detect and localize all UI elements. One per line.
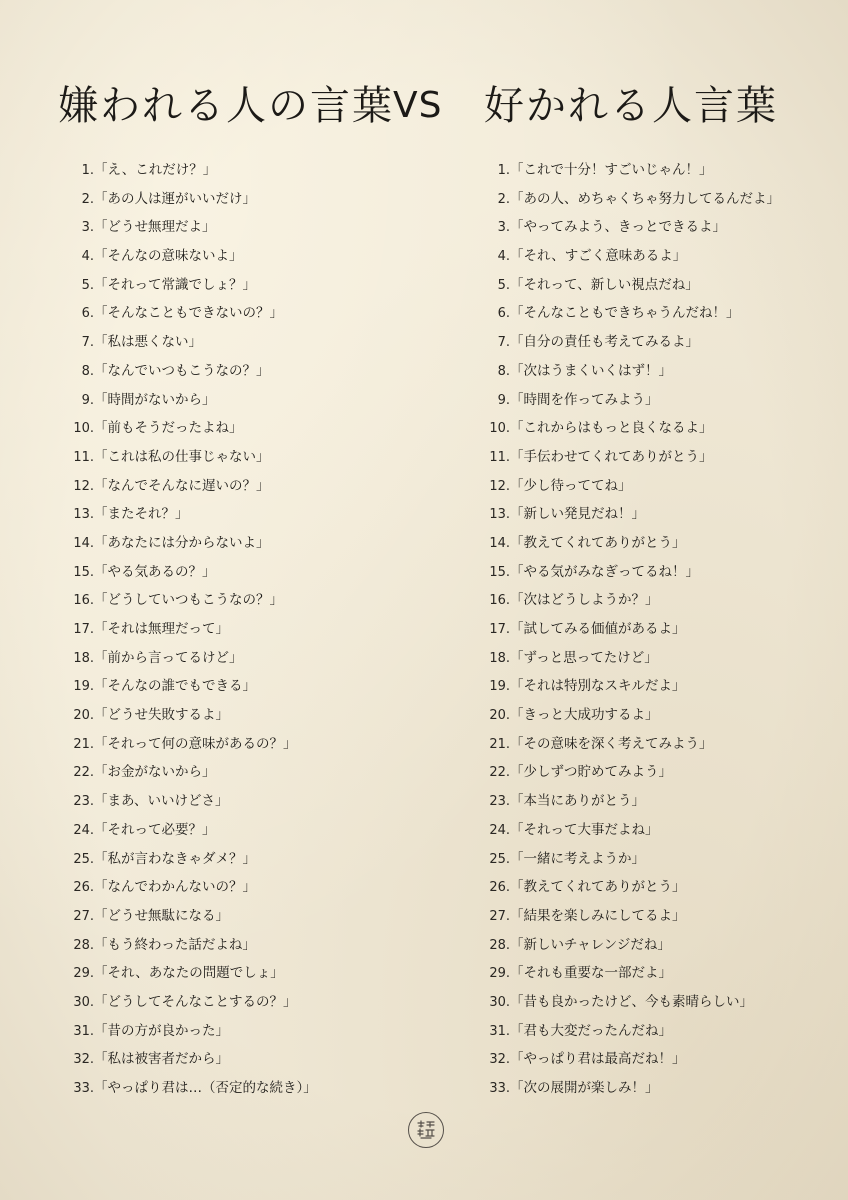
liked-phrase-item-number: 11.	[489, 449, 510, 465]
liked-phrase-item-number: 32.	[489, 1052, 510, 1068]
liked-phrase-item	[476, 500, 836, 529]
disliked-phrase-item-text: 「どうせ無駄になる」	[94, 907, 229, 924]
disliked-phrase-item	[60, 328, 420, 357]
title-liked-words: 好かれる人言葉	[484, 83, 778, 129]
liked-phrase-item	[476, 1017, 836, 1046]
liked-phrase-item-number: 12.	[489, 478, 510, 494]
title-vs: VS	[393, 85, 443, 126]
liked-phrase-item	[476, 357, 836, 386]
disliked-phrase-item-text: 「前から言ってるけど」	[94, 649, 243, 666]
liked-phrase-item-number: 4.	[497, 249, 510, 265]
disliked-phrase-item-number: 30.	[73, 994, 94, 1010]
disliked-phrase-item-text: 「え、これだけ？」	[94, 162, 217, 178]
disliked-phrase-item-number: 2.	[81, 191, 94, 207]
disliked-phrase-item	[60, 1017, 420, 1046]
disliked-phrase-item-text: 「あの人は運がいいだけ」	[94, 190, 256, 207]
liked-phrase-item-number: 17.	[489, 622, 510, 637]
disliked-phrase-item-number: 32.	[73, 1052, 94, 1068]
disliked-phrase-item-number: 27.	[73, 908, 94, 924]
disliked-phrase-item-text: 「なんでそんなに遅いの？」	[94, 477, 270, 494]
liked-phrase-item-text: 「次の展開が楽しみ！」	[510, 1080, 659, 1096]
liked-phrase-item-text: 「教えてくれてありがとう」	[510, 534, 686, 551]
liked-phrase-item-number: 15.	[489, 564, 510, 580]
disliked-phrase-item	[60, 644, 420, 673]
disliked-phrase-item-text: 「私は悪くない」	[94, 334, 202, 351]
liked-phrase-item	[476, 414, 836, 443]
disliked-phrase-item	[60, 414, 420, 443]
disliked-phrase-item	[60, 988, 420, 1017]
disliked-phrase-item-number: 19.	[73, 679, 94, 695]
disliked-words-list	[60, 156, 420, 1103]
disliked-phrase-item-number: 4.	[81, 249, 94, 265]
disliked-phrase-item	[60, 271, 420, 300]
liked-phrase-item-text: 「少しずつ貯めてみよう」	[510, 764, 672, 781]
liked-phrase-item-text: 「それは特別なスキルだよ」	[510, 678, 686, 695]
liked-phrase-item-text: 「それも重要な一部だよ」	[510, 965, 672, 982]
liked-phrase-item	[476, 816, 836, 845]
liked-phrase-item-text: 「時間を作ってみよう」	[510, 391, 659, 408]
liked-phrase-item-text: 「昔も良かったけど、今も素晴らしい」	[510, 993, 753, 1010]
liked-phrase-item	[476, 156, 836, 185]
disliked-phrase-item	[60, 242, 420, 271]
liked-phrase-item-number: 28.	[489, 937, 510, 953]
liked-phrase-item	[476, 787, 836, 816]
liked-phrase-item	[476, 443, 836, 472]
liked-phrase-item-text: 「ずっと思ってたけど」	[510, 649, 658, 666]
disliked-phrase-item	[60, 185, 420, 214]
liked-phrase-item	[476, 644, 836, 673]
liked-phrase-item-text: 「少し待っててね」	[510, 477, 632, 494]
liked-phrase-item	[476, 1074, 836, 1103]
disliked-phrase-item-text: 「あなたには分からないよ」	[94, 534, 270, 551]
liked-phrase-item-text: 「本当にありがとう」	[510, 793, 645, 810]
disliked-phrase-item-number: 26.	[73, 880, 94, 896]
disliked-phrase-item-number: 18.	[73, 650, 94, 666]
disliked-phrase-item	[60, 443, 420, 472]
liked-phrase-item	[476, 472, 836, 501]
disliked-phrase-item-number: 28.	[73, 937, 94, 953]
disliked-phrase-item-text: 「私は被害者だから」	[94, 1051, 229, 1068]
disliked-phrase-item	[60, 615, 420, 644]
liked-phrase-item-text: 「次はうまくいくはず！」	[510, 362, 672, 379]
liked-phrase-item-number: 14.	[489, 535, 510, 551]
liked-phrase-item	[476, 902, 836, 931]
liked-phrase-item-number: 7.	[497, 335, 510, 351]
liked-phrase-item-text: 「これで十分！すごいじゃん！」	[510, 162, 713, 178]
disliked-phrase-item-text: 「もう終わった話だよね」	[94, 936, 256, 953]
liked-phrase-item-number: 5.	[497, 277, 510, 293]
disliked-phrase-item-text: 「どうしていつもこうなの？」	[94, 592, 283, 609]
liked-phrase-item	[476, 586, 836, 615]
disliked-phrase-item-text: 「そんなこともできないの？」	[94, 305, 283, 322]
disliked-phrase-item-number: 3.	[81, 220, 94, 236]
liked-phrase-item-text: 「それって、新しい視点だね」	[510, 276, 699, 293]
liked-phrase-item	[476, 959, 836, 988]
disliked-phrase-item-number: 5.	[81, 277, 94, 293]
liked-phrase-item-number: 33.	[489, 1081, 510, 1096]
liked-phrase-item	[476, 758, 836, 787]
liked-phrase-item-number: 25.	[489, 851, 510, 867]
liked-phrase-item-text: 「手伝わせてくれてありがとう」	[510, 448, 713, 465]
disliked-phrase-item-number: 13.	[73, 507, 94, 523]
disliked-phrase-item-text: 「これは私の仕事じゃない」	[94, 448, 270, 465]
disliked-phrase-item	[60, 931, 420, 960]
liked-phrase-item	[476, 873, 836, 902]
disliked-phrase-item-number: 7.	[81, 335, 94, 351]
disliked-phrase-item-text: 「そんなの誰でもできる」	[94, 678, 256, 695]
disliked-phrase-item-text: 「なんでいつもこうなの？」	[94, 362, 270, 379]
disliked-phrase-item-number: 21.	[73, 736, 94, 752]
disliked-phrase-item	[60, 586, 420, 615]
disliked-phrase-item-number: 17.	[73, 622, 94, 637]
page-title	[0, 78, 848, 138]
disliked-phrase-item-number: 22.	[73, 765, 94, 781]
liked-phrase-item-text: 「きっと大成功するよ」	[510, 707, 659, 724]
disliked-phrase-item-number: 15.	[73, 564, 94, 580]
disliked-phrase-item	[60, 730, 420, 759]
liked-phrase-item	[476, 931, 836, 960]
liked-phrase-item-number: 20.	[489, 708, 510, 724]
disliked-phrase-item-number: 9.	[81, 392, 94, 408]
disliked-phrase-item	[60, 213, 420, 242]
liked-phrase-item-number: 19.	[489, 679, 510, 695]
liked-phrase-item	[476, 558, 836, 587]
disliked-phrase-item	[60, 959, 420, 988]
disliked-phrase-item	[60, 299, 420, 328]
disliked-phrase-item-number: 10.	[73, 421, 94, 437]
disliked-phrase-item-text: 「どうせ無理だよ」	[94, 219, 216, 236]
liked-phrase-item	[476, 988, 836, 1017]
liked-phrase-item-number: 1.	[497, 163, 510, 178]
disliked-phrase-item-number: 16.	[73, 593, 94, 609]
disliked-phrase-item	[60, 816, 420, 845]
disliked-phrase-item-text: 「お金がないから」	[94, 764, 216, 781]
liked-phrase-item-number: 16.	[489, 593, 510, 609]
liked-phrase-item-text: 「次はどうしようか？」	[510, 592, 659, 609]
disliked-phrase-item	[60, 156, 420, 185]
disliked-phrase-item	[60, 357, 420, 386]
liked-phrase-item-text: 「そんなこともできちゃうんだね！」	[510, 305, 740, 322]
liked-phrase-item	[476, 701, 836, 730]
liked-phrase-item-number: 6.	[497, 306, 510, 322]
liked-phrase-item-number: 3.	[497, 220, 510, 236]
disliked-phrase-item-text: 「そんなの意味ないよ」	[94, 248, 243, 265]
disliked-phrase-item-text: 「それ、あなたの問題でしょ」	[94, 965, 284, 982]
liked-phrase-item-text: 「やる気がみなぎってるね！」	[510, 563, 699, 580]
liked-phrase-item	[476, 615, 836, 644]
disliked-phrase-item-number: 31.	[73, 1023, 94, 1039]
title-disliked-words: 嫌われる人の言葉	[58, 83, 394, 129]
disliked-phrase-item	[60, 386, 420, 415]
disliked-phrase-item-text: 「昔の方が良かった」	[94, 1022, 229, 1039]
liked-phrase-item-number: 21.	[489, 736, 510, 752]
liked-phrase-item-text: 「新しいチャレンジだね」	[510, 936, 671, 953]
disliked-phrase-item-text: 「どうせ失敗するよ」	[94, 707, 229, 724]
disliked-phrase-item-number: 33.	[73, 1081, 94, 1096]
disliked-phrase-item-number: 1.	[81, 163, 94, 178]
liked-phrase-item-number: 30.	[489, 994, 510, 1010]
liked-phrase-item-text: 「やってみよう、きっとできるよ」	[510, 219, 726, 236]
liked-phrase-item-text: 「その意味を深く考えてみよう」	[510, 735, 713, 752]
disliked-phrase-item-number: 29.	[73, 966, 94, 982]
disliked-phrase-item	[60, 1074, 420, 1103]
disliked-phrase-item-text: 「やる気あるの？」	[94, 563, 216, 580]
disliked-phrase-item-text: 「まあ、いいけどさ」	[94, 793, 229, 810]
disliked-phrase-item-number: 24.	[73, 822, 94, 838]
liked-phrase-item-text: 「試してみる価値があるよ」	[510, 621, 686, 637]
seal-stamp-glyph	[412, 1116, 440, 1144]
disliked-phrase-item-text: 「やっぱり君は…（否定的な続き）」	[94, 1080, 317, 1096]
disliked-phrase-item-text: 「なんでわかんないの？」	[94, 879, 256, 896]
disliked-phrase-item-number: 23.	[73, 794, 94, 810]
liked-phrase-item	[476, 328, 836, 357]
liked-phrase-item	[476, 1045, 836, 1074]
liked-phrase-item-text: 「新しい発見だね！」	[510, 506, 645, 523]
liked-phrase-item-number: 26.	[489, 880, 510, 896]
liked-phrase-item-text: 「あの人、めちゃくちゃ努力してるんだよ」	[510, 190, 780, 207]
liked-phrase-item-text: 「自分の責任も考えてみるよ」	[510, 334, 699, 351]
disliked-phrase-item	[60, 758, 420, 787]
disliked-phrase-item-text: 「それは無理だって」	[94, 621, 229, 637]
liked-phrase-item-text: 「教えてくれてありがとう」	[510, 879, 686, 896]
disliked-phrase-item-text: 「それって常識でしょ？」	[94, 276, 256, 293]
liked-phrase-item-text: 「結果を楽しみにしてるよ」	[510, 907, 686, 924]
liked-phrase-item	[476, 213, 836, 242]
liked-phrase-item	[476, 185, 836, 214]
disliked-phrase-item	[60, 672, 420, 701]
liked-phrase-item-text: 「これからはもっと良くなるよ」	[510, 420, 713, 437]
liked-phrase-item-number: 9.	[497, 392, 510, 408]
liked-phrase-item-number: 27.	[489, 908, 510, 924]
liked-phrase-item	[476, 386, 836, 415]
liked-phrase-item-number: 8.	[497, 363, 510, 379]
liked-phrase-item-text: 「一緒に考えようか」	[510, 850, 645, 867]
liked-phrase-item-number: 31.	[489, 1023, 510, 1039]
disliked-phrase-item-text: 「どうしてそんなことするの？」	[94, 993, 297, 1010]
disliked-phrase-item	[60, 500, 420, 529]
liked-phrase-item-number: 18.	[489, 650, 510, 666]
disliked-phrase-item	[60, 529, 420, 558]
disliked-phrase-item-text: 「時間がないから」	[94, 391, 216, 408]
disliked-phrase-item-number: 20.	[73, 708, 94, 724]
disliked-phrase-item	[60, 1045, 420, 1074]
liked-phrase-item	[476, 845, 836, 874]
liked-phrase-item	[476, 242, 836, 271]
disliked-phrase-item	[60, 472, 420, 501]
liked-phrase-item	[476, 271, 836, 300]
disliked-phrase-item-text: 「それって何の意味があるの？」	[94, 735, 297, 752]
liked-phrase-item	[476, 299, 836, 328]
liked-phrase-item-number: 22.	[489, 765, 510, 781]
seal-stamp-icon	[408, 1112, 444, 1148]
disliked-phrase-item-number: 12.	[73, 478, 94, 494]
liked-phrase-item-number: 24.	[489, 822, 510, 838]
disliked-phrase-item-text: 「前もそうだったよね」	[94, 420, 243, 437]
liked-phrase-item	[476, 730, 836, 759]
liked-phrase-item-number: 2.	[497, 191, 510, 207]
disliked-phrase-item-text: 「私が言わなきゃダメ？」	[94, 850, 256, 867]
disliked-phrase-item	[60, 701, 420, 730]
liked-phrase-item-text: 「それって大事だよね」	[510, 821, 659, 838]
disliked-phrase-item	[60, 873, 420, 902]
disliked-phrase-item-text: 「またそれ？」	[94, 506, 189, 523]
disliked-phrase-item-number: 11.	[73, 449, 94, 465]
liked-phrase-item-text: 「君も大変だったんだね」	[510, 1022, 672, 1039]
liked-phrase-item	[476, 672, 836, 701]
disliked-phrase-item-number: 8.	[81, 363, 94, 379]
liked-phrase-item	[476, 529, 836, 558]
disliked-phrase-item	[60, 558, 420, 587]
liked-phrase-item-number: 29.	[489, 966, 510, 982]
liked-words-list	[476, 156, 836, 1103]
disliked-phrase-item	[60, 902, 420, 931]
liked-phrase-item-number: 10.	[489, 421, 510, 437]
disliked-phrase-item-number: 25.	[73, 851, 94, 867]
liked-phrase-item-number: 23.	[489, 794, 510, 810]
disliked-phrase-item-text: 「それって必要？」	[94, 821, 216, 838]
liked-phrase-item-text: 「やっぱり君は最高だね！」	[510, 1051, 686, 1068]
disliked-phrase-item	[60, 787, 420, 816]
liked-phrase-item-number: 13.	[489, 507, 510, 523]
disliked-phrase-item-number: 6.	[81, 306, 94, 322]
liked-phrase-item-text: 「それ、すごく意味あるよ」	[510, 248, 687, 265]
disliked-phrase-item-number: 14.	[73, 535, 94, 551]
disliked-phrase-item	[60, 845, 420, 874]
